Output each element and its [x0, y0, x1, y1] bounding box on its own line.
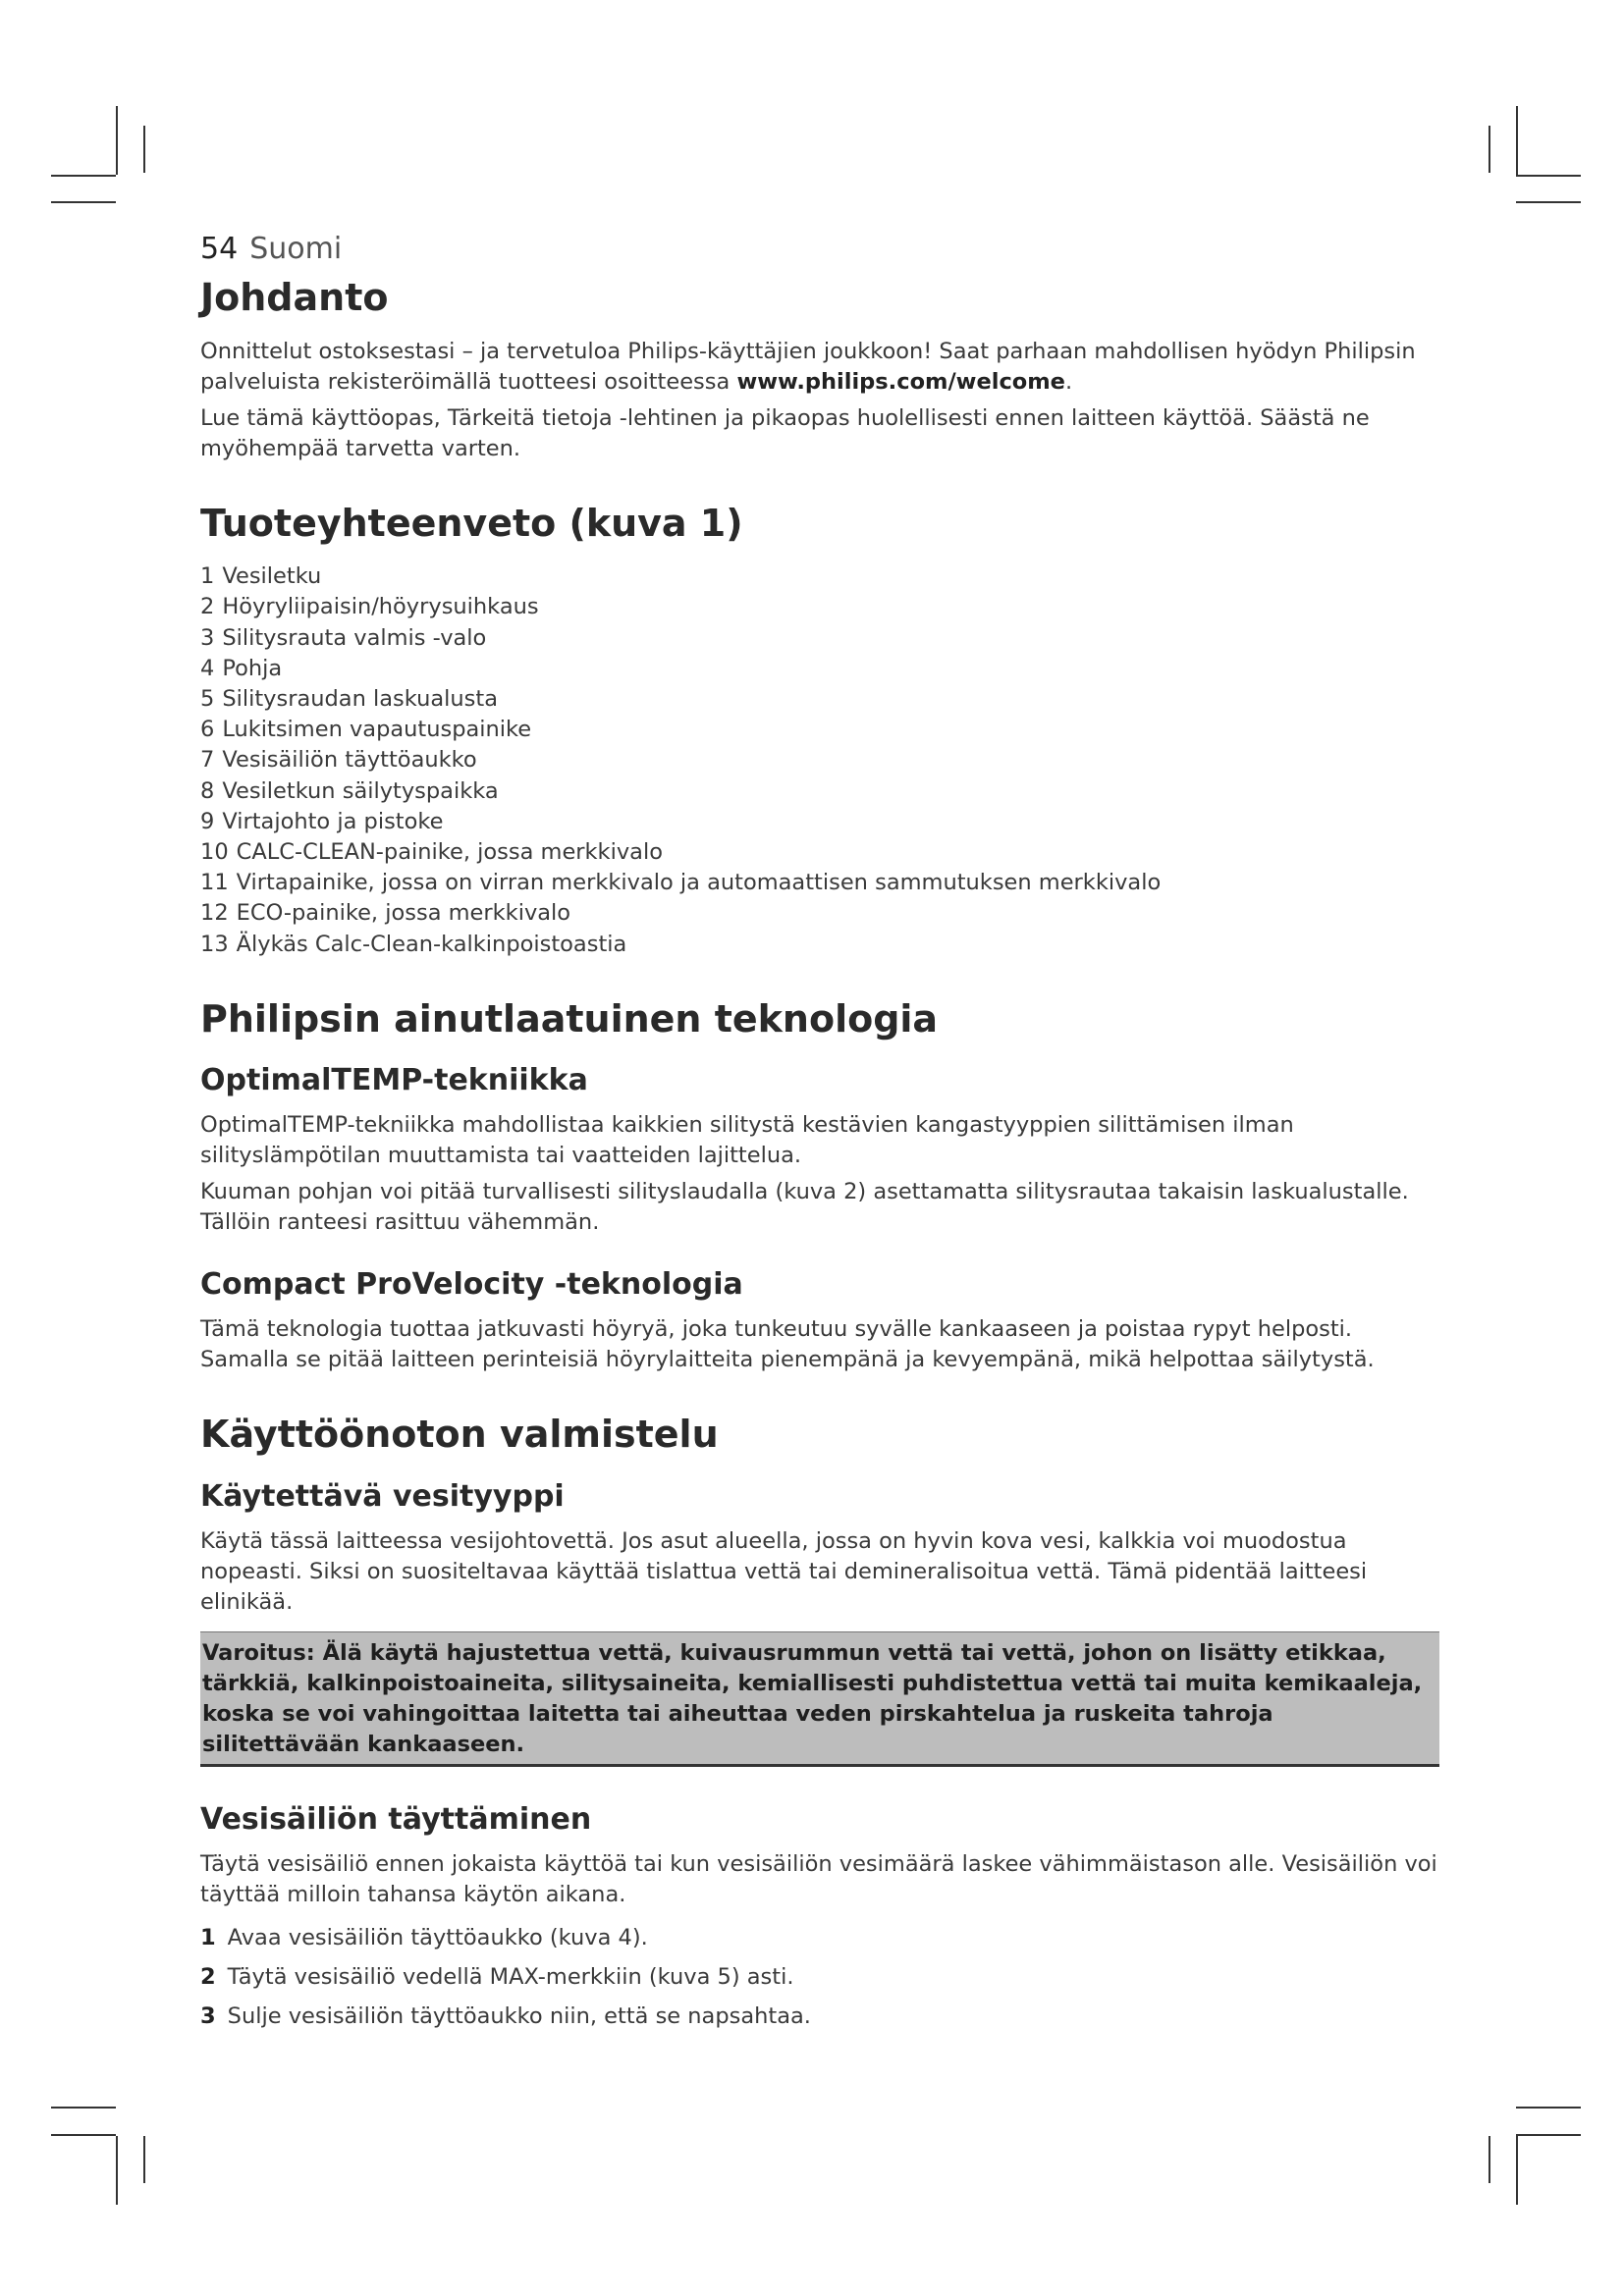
- list-item: 5 Silitysraudan laskualusta: [200, 686, 498, 712]
- list-item: 9 Virtajohto ja pistoke: [200, 808, 444, 834]
- list-item: 11 Virtapainike, jossa on virran merkkivalo ja automaattisen sammutuksen merkkivalo: [200, 870, 1162, 896]
- crop-mark: [1516, 2134, 1581, 2136]
- filling-steps: [200, 1918, 1439, 2036]
- optimaltemp-paragraph-1: OptimalTEMP-tekniikka mahdollistaa kaikkien silitystä kestävien kangastyyppien silittämisen ilman silityslämpötilan muuttamista tai vaatteiden lajittelua.: [200, 1112, 1294, 1169]
- provelocity-title: Compact ProVelocity -teknologia: [200, 1267, 743, 1303]
- welcome-link[interactable]: www.philips.com/welcome: [736, 368, 1065, 395]
- crop-mark: [1516, 106, 1518, 175]
- crop-mark: [51, 175, 116, 177]
- water-type-paragraph: Käytä tässä laitteessa vesijohtovettä. Jos asut alueella, jossa on hyvin kova vesi, kalkkia voi muodostua nopeasti. Siksi on suositeltavaa käyttää tislattua vettä tai demineralisoitua vettä. Tämä pidentää laitteesi elinikää.: [200, 1528, 1368, 1616]
- crop-mark: [1516, 175, 1581, 177]
- crop-mark: [143, 126, 145, 173]
- overview-list: [200, 561, 1439, 960]
- overview-section: [200, 502, 1439, 960]
- list-item: 2 Höyryliipaisin/höyrysuihkaus: [200, 594, 539, 620]
- step-item: 1 Avaa vesisäiliön täyttöaukko (kuva 4).: [200, 1925, 648, 1951]
- crop-mark: [1489, 2136, 1490, 2183]
- crop-mark: [143, 2136, 145, 2183]
- filling-title: Vesisäiliön täyttäminen: [200, 1802, 592, 1838]
- intro-paragraph-2: Lue tämä käyttöopas, Tärkeitä tietoja -lehtinen ja pikaopas huolellisesti ennen laitteen käyttöä. Säästä ne myöhempää tarvetta varten.: [200, 404, 1370, 461]
- intro-title: Johdanto: [200, 276, 389, 319]
- preparation-section: [200, 1413, 1439, 2036]
- water-type-title: Käytettävä vesityyppi: [200, 1479, 565, 1515]
- overview-title: Tuoteyhteenveto (kuva 1): [200, 501, 743, 545]
- page-number: 54: [200, 232, 239, 266]
- preparation-title: Käyttöönoton valmistelu: [200, 1413, 719, 1457]
- optimaltemp-subsection: [200, 1063, 1439, 1238]
- list-item: 6 Lukitsimen vapautuspainike: [200, 717, 532, 743]
- list-item: 1 Vesiletku: [200, 563, 322, 590]
- crop-mark: [1516, 2107, 1581, 2109]
- list-item: 4 Pohja: [200, 655, 283, 681]
- list-item: 10 CALC-CLEAN-painike, jossa merkkivalo: [200, 839, 663, 866]
- filling-paragraph: Täytä vesisäiliö ennen jokaista käyttöä tai kun vesisäiliön vesimäärä laskee vähimmäistason alle. Vesisäiliön voi täyttää milloin tahansa käytön aikana.: [200, 1851, 1437, 1908]
- technology-section: [200, 997, 1439, 1376]
- optimaltemp-title: OptimalTEMP-tekniikka: [200, 1063, 588, 1098]
- list-item: 12 ECO-painike, jossa merkkivalo: [200, 900, 571, 927]
- technology-title: Philipsin ainutlaatuinen teknologia: [200, 996, 939, 1041]
- intro-section: [200, 276, 1439, 464]
- provelocity-subsection: [200, 1267, 1439, 1375]
- crop-mark: [116, 106, 118, 175]
- intro-paragraph-1: Onnittelut ostoksestasi – ja tervetuloa Philips-käyttäjien joukkoon! Saat parhaan mahdollisen hyödyn Philipsin palveluista rekisteröimällä tuotteesi osoitteessa www.philips.com/welcome.: [200, 338, 1416, 395]
- page-content: [200, 232, 1439, 2036]
- optimaltemp-paragraph-2: Kuuman pohjan voi pitää turvallisesti silityslaudalla (kuva 2) asettamatta silitysrautaa takaisin laskualustalle. Tällöin ranteesi rasittuu vähemmän.: [200, 1179, 1409, 1236]
- crop-mark: [116, 2136, 118, 2205]
- list-item: 3 Silitysrauta valmis -valo: [200, 624, 487, 651]
- crop-mark: [51, 201, 116, 203]
- list-item: 8 Vesiletkun säilytyspaikka: [200, 777, 499, 804]
- page-header: [200, 232, 1439, 266]
- filling-subsection: [200, 1802, 1439, 2036]
- list-item: 13 Älykäs Calc-Clean-kalkinpoistoastia: [200, 931, 627, 957]
- water-type-subsection: [200, 1479, 1439, 1767]
- provelocity-paragraph: Tämä teknologia tuottaa jatkuvasti höyryä, joka tunkeutuu syvälle kankaaseen ja poistaa rypyt helposti. Samalla se pitää laitteen perinteisiä höyrylaitteita pienempänä ja kevyempänä, mikä helpottaa säilytystä.: [200, 1316, 1375, 1373]
- language-label: Suomi: [249, 232, 343, 266]
- crop-mark: [1489, 126, 1490, 173]
- crop-mark: [51, 2107, 116, 2109]
- crop-mark: [1516, 2136, 1518, 2205]
- step-item: 2 Täytä vesisäiliö vedellä MAX-merkkiin (kuva 5) asti.: [200, 1964, 794, 1991]
- list-item: 7 Vesisäiliön täyttöaukko: [200, 747, 477, 774]
- crop-mark: [1516, 201, 1581, 203]
- crop-mark: [51, 2134, 116, 2136]
- warning-box: Varoitus: Älä käytä hajustettua vettä, kuivausrummun vettä tai vettä, johon on lisätty etikkaa, tärkkiä, kalkinpoistoaineita, silitysaineita, kemiallisesti puhdistettua vettä tai muita kemikaaleja, koska se voi vahingoittaa laitetta tai aiheuttaa veden pirskahtelua ja ruskeita tahroja silitettävään kankaaseen.: [200, 1631, 1439, 1767]
- step-item: 3 Sulje vesisäiliön täyttöaukko niin, että se napsahtaa.: [200, 2003, 811, 2030]
